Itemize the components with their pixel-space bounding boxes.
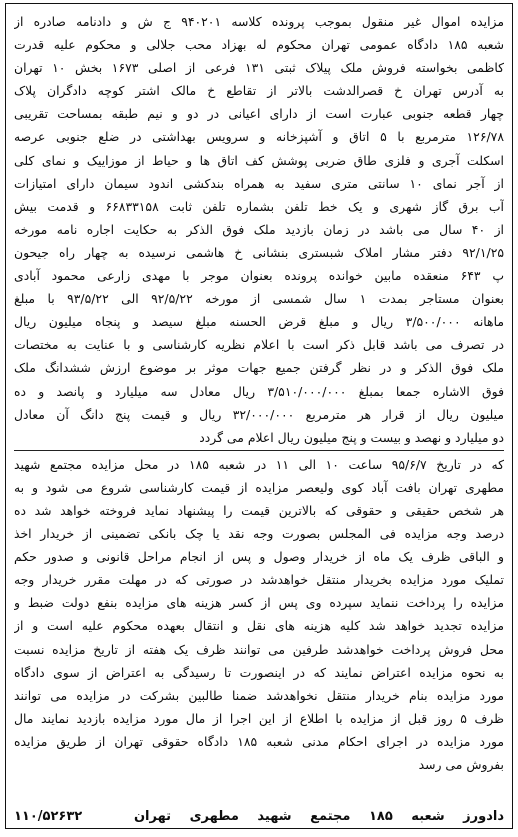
notice-text-line: آب برق گاز شهری و یک خط تلفن بشماره تلفن ثابت ۶۶۸۳۳۱۵۸ و قدمت بیش bbox=[14, 198, 504, 214]
notice-text-line: درصد وجه مزایده فی المجلس بصورت وجه نقد یا چک بانکی تضمینی از خریدار اخذ bbox=[14, 526, 504, 542]
notice-text-line: به نحوه مزایده اعتراض نمایند که در اینصورت تا رسیدگی به اعتراض از سوی دادگاه bbox=[14, 664, 504, 680]
notice-text-line: به آدرس تهران خ قصرالدشت بالاتر از تقاطع خ مالک اشتر کوچه دادگران پلاک bbox=[14, 83, 504, 99]
notice-code: ۱۱۰/۵۲۶۳۲ bbox=[14, 809, 83, 824]
notice-text-line: دو میلیارد و نهصد و بیست و پنج میلیون ریال اعلام می گردد bbox=[199, 429, 504, 445]
notice-text-line: از آجر نمای ۱۰ سانتی متری سفید به همراه بندکشی اندود سیمان دارای امتیازات bbox=[14, 175, 504, 191]
notice-text-line: شعبه ۱۸۵ دادگاه عمومی تهران محکوم له بهزاد محب جلالی و محکوم علیه قدرت bbox=[14, 37, 504, 53]
notice-text-line: هر شخص حقیقی و حقوقی که بالاترین قیمت را پیشنهاد نماید فروخته خواهد شد ده bbox=[14, 502, 504, 518]
notice-text-line: ۱۲۶/۷۸ مترمربع با ۵ اتاق و آشپزخانه و سرویس بهداشتی در ضلع جنوبی عرصه bbox=[14, 129, 504, 145]
notice-text-line: کاظمی بخواسته فروش ملک پیلاک ثبتی ۱۳۱ فرعی از اصلی ۱۶۷۳ بخش ۱۰ تهران bbox=[14, 60, 504, 76]
notice-auction-terms bbox=[14, 451, 504, 776]
notice-text-line: مزایده اموال غیر منقول بموجب پرونده کلاسه ۹۴۰۲۰۱ ج ش و دادنامه صادره از bbox=[14, 14, 504, 29]
notice-text-line: مزایده تجدید خواهد شد کلیه هزینه های نقل و انتقال بعهده محکوم علیه است و از bbox=[14, 618, 504, 634]
notice-footer bbox=[14, 809, 504, 824]
notice-text-line: در تصرف می باشد قابل ذکر است با اعلام نظریه کارشناسی و با عنایت به مختصات bbox=[14, 337, 504, 353]
notice-text-line: تملیک مورد مزایده بخریدار منتقل خواهدشد در صورتی که در مهلت مقرر خریدار وجه bbox=[14, 572, 504, 588]
notice-text-line: مزایده را پرداخت ننماید سپرده وی پس از کسر هزینه های مزایده بنفع دولت ضبط و bbox=[14, 595, 504, 611]
notice-text-line: فوق الاشاره جمعا بمبلغ ۳/۵۱۰/۰۰۰/۰۰۰ ریال معادل سه میلیارد و پانصد و ده bbox=[14, 383, 504, 399]
notice-text-line: و الباقی ظرف یک ماه از خریدار وصول و پس از انجام مراحل قانونی و صدور حکم bbox=[14, 549, 504, 565]
notice-text-line: ماهانه ۳/۵۰۰/۰۰۰ ریال و مبلغ قرض الحسنه مبلغ سیصد و پنجاه میلیون ریال bbox=[14, 314, 504, 330]
notice-text-line: از ۴۰ سال می باشد در زمان بازدید ملک فوق الذکر به حکایت اجاره نامه مورخه bbox=[14, 221, 504, 237]
notice-text-line: ملک فوق الذکر و در نظر گرفتن جمیع جهات موثر بر موضوع ارزش ششدانگ ملک bbox=[14, 360, 504, 376]
notice-text-line: ظرف ۵ روز قبل از مزایده با اطلاع از این اجرا از مال مورد مزایده بازدید نمایند مال bbox=[14, 710, 504, 726]
notice-text-line: ۹۲/۱/۲۵ دفتر مشار املاک شبستری بنشانی خ هاشمی نرسیده به چهار راه جیحون bbox=[14, 244, 504, 260]
notice-property-description bbox=[14, 10, 504, 451]
notice-text-line: پ ۶۴۳ منعقده مابین خوانده پرونده بعنوان موجر با مهدی زارعی محمود آبادی bbox=[14, 268, 504, 284]
signature-line: دادورز شعبه ۱۸۵ مجتمع شهید مطهری تهران bbox=[133, 809, 504, 824]
notice-text-line: بعنوان مستاجر بمدت ۱ سال شمسی از مورخه ۹۲/۵/۲۲ الی ۹۳/۵/۲۲ با مبلغ bbox=[14, 291, 504, 307]
notice-text-line: میلیون ریال از قرار هر مترمربع ۳۲/۰۰۰/۰۰۰ ریال و قیمت پنج دانگ آن معادل bbox=[14, 406, 504, 422]
notice-text-line: مورد مزایده در اجرای احکام مدنی شعبه ۱۸۵ دادگاه حقوقی تهران از طریق مزایده bbox=[14, 733, 504, 749]
notice-text-line: چهار قطعه جنوبی عبارت است از دارای اعیانی در دو و نیم طبقه بمساحت تقریبی bbox=[14, 106, 504, 122]
notice-text-line: که در تاریخ ۹۵/۶/۷ ساعت ۱۰ الی ۱۱ در شعبه ۱۸۵ در محل مزایده مجتمع شهید bbox=[14, 456, 504, 472]
notice-text-line: مورد مزایده بنام خریدار منتقل نخواهدشد ضمنا طالبین بشرکت در مزایده می توانند bbox=[14, 687, 504, 703]
notice-text-line: مطهری تهران بافت آباد کوی ولیعصر مزایده از قیمت کارشناسی شروع می شود و به bbox=[14, 479, 504, 495]
notice-text-line: محل فروش پرداخت خواهدشد طرفین می توانند ظرف یک هفته از تاریخ مزایده نسبت bbox=[14, 641, 504, 657]
notice-text-line: اسکلت آجری و فلزی طاق ضربی پوشش کف اتاق ها و حیاط از موزاییک و نمای کلی bbox=[14, 152, 504, 168]
auction-notice bbox=[5, 3, 513, 829]
notice-text-line: بفروش می رسد bbox=[418, 757, 504, 772]
